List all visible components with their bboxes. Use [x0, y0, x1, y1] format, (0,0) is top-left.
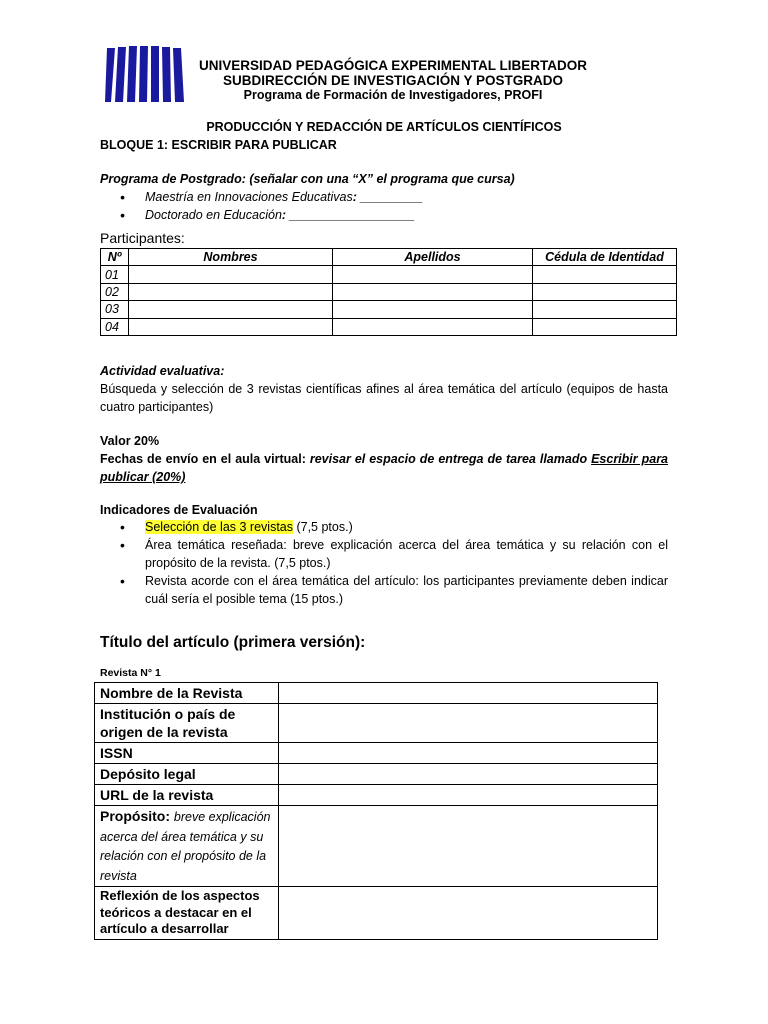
field-label	[95, 806, 279, 887]
purpose-label: Propósito:	[100, 808, 174, 824]
program-line	[100, 170, 515, 188]
dates-text: revisar el espacio de entrega de tarea llamado	[309, 452, 592, 466]
indicators-label: Indicadores de Evaluación	[100, 503, 258, 517]
field-label: URL de la revista	[95, 785, 279, 806]
table-row	[101, 301, 677, 318]
surname-cell[interactable]	[333, 266, 533, 283]
field-value[interactable]	[279, 764, 658, 785]
name-cell[interactable]	[129, 301, 333, 318]
university-logo	[105, 44, 185, 104]
dates-label: Fechas de envío en el aula virtual:	[100, 452, 310, 466]
activity-label: Actividad evaluativa:	[100, 364, 225, 378]
program-option-doctorate[interactable]: • Doctorado en Educación: __________________	[100, 206, 423, 224]
name-cell[interactable]	[129, 318, 333, 335]
field-label: Nombre de la Revista	[95, 683, 279, 704]
program-options	[100, 188, 423, 224]
field-value[interactable]	[279, 704, 658, 743]
table-row	[101, 266, 677, 283]
table-row	[95, 683, 658, 704]
program-label: Programa de Postgrado	[100, 172, 242, 186]
col-id: Cédula de Identidad	[533, 249, 677, 266]
document-title: PRODUCCIÓN Y REDACCIÓN DE ARTÍCULOS CIENTÍFICOS	[206, 120, 562, 134]
row-number: 01	[101, 266, 129, 283]
col-number: Nº	[101, 249, 129, 266]
journal-table	[94, 682, 658, 940]
indicators-list	[100, 518, 668, 608]
surname-cell[interactable]	[333, 318, 533, 335]
name-cell[interactable]	[129, 266, 333, 283]
journal-label: Revista N° 1	[100, 667, 161, 679]
table-row	[95, 806, 658, 887]
participants-label: Participantes:	[100, 230, 185, 246]
subdirection-name: SUBDIRECCIÓN DE INVESTIGACIÓN Y POSTGRADO	[222, 72, 564, 88]
surname-cell[interactable]	[333, 283, 533, 300]
row-number: 04	[101, 318, 129, 335]
field-label: ISSN	[95, 743, 279, 764]
list-item: • Área temática reseñada: breve explicación acerca del área temática y su relación con el propósito de la revista. (7,5 ptos.)	[100, 536, 668, 572]
col-surnames: Apellidos	[333, 249, 533, 266]
field-value[interactable]	[279, 785, 658, 806]
highlighted-text: Selección de las 3 revistas	[145, 520, 293, 534]
institution-header	[196, 59, 590, 103]
col-names: Nombres	[129, 249, 333, 266]
list-item: • Selección de las 3 revistas (7,5 ptos.)	[100, 518, 668, 536]
table-header-row	[101, 249, 677, 266]
table-row	[95, 785, 658, 806]
field-value[interactable]	[279, 806, 658, 887]
id-cell[interactable]	[533, 301, 677, 318]
program-option-masters[interactable]: • Maestría en Innovaciones Educativas: _________	[100, 188, 423, 206]
row-number: 02	[101, 283, 129, 300]
value-text: Valor 20%	[100, 434, 160, 448]
name-cell[interactable]	[129, 283, 333, 300]
program-instruction: : (señalar con una “X” el programa que cursa)	[241, 172, 515, 186]
article-title-heading: Título del artículo (primera versión):	[100, 634, 366, 651]
field-value[interactable]	[279, 743, 658, 764]
university-name: UNIVERSIDAD PEDAGÓGICA EXPERIMENTAL LIBERTADOR	[198, 58, 588, 73]
row-number: 03	[101, 301, 129, 318]
purpose-description: breve explicación acerca del área temática y su relación con el propósito de la revista	[100, 810, 271, 883]
id-cell[interactable]	[533, 318, 677, 335]
list-item: • Revista acorde con el área temática del artículo: los participantes previamente deben indicar cuál sería el posible tema (15 ptos.)	[100, 572, 668, 608]
table-row	[95, 887, 658, 940]
table-row	[95, 704, 658, 743]
table-row	[101, 283, 677, 300]
field-label: Institución o país de origen de la revista	[95, 704, 279, 743]
field-value[interactable]	[279, 887, 658, 940]
participants-table	[100, 248, 677, 336]
field-value[interactable]	[279, 683, 658, 704]
surname-cell[interactable]	[333, 301, 533, 318]
table-row	[95, 764, 658, 785]
table-row	[101, 318, 677, 335]
assignment-link[interactable]: Escribir para publicar (20%)	[100, 452, 669, 484]
dates-paragraph	[100, 450, 668, 486]
field-label: Reflexión de los aspectos teóricos a destacar en el artículo a desarrollar	[95, 887, 279, 940]
id-cell[interactable]	[533, 283, 677, 300]
activity-text: Búsqueda y selección de 3 revistas científicas afines al área temática del artículo (equipos de hasta cuatro participantes)	[100, 382, 668, 414]
field-label: Depósito legal	[95, 764, 279, 785]
table-row	[95, 743, 658, 764]
id-cell[interactable]	[533, 266, 677, 283]
block-heading: BLOQUE 1: ESCRIBIR PARA PUBLICAR	[100, 138, 337, 152]
program-name: Programa de Formación de Investigadores, PROFI	[243, 88, 543, 102]
